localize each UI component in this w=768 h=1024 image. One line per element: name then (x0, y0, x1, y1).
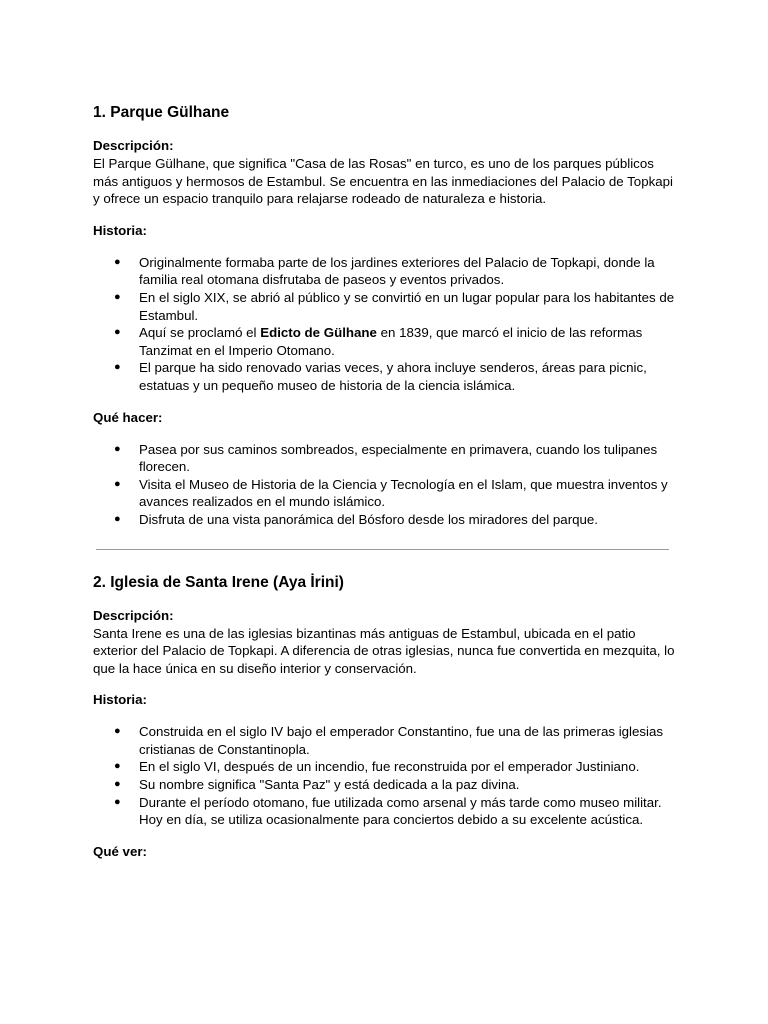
list-item: ● El parque ha sido renovado varias veces, y ahora incluye senderos, áreas para picnic, estatuas y un pequeño museo de historia de la ciencia islámica. (114, 360, 647, 393)
section-title: 1. Parque Gülhane (93, 104, 230, 121)
list-item: ● En el siglo VI, después de un incendio, fue reconstruida por el emperador Justiniano. (114, 759, 640, 775)
bullet-icon: ● (114, 477, 121, 490)
history-label: Historia: (93, 692, 147, 708)
bullet-icon: ● (114, 760, 121, 773)
description-label: Descripción: (93, 607, 174, 623)
section-title: 2. Iglesia de Santa Irene (Aya İrini) (93, 573, 344, 591)
list-item: ● Pasea por sus caminos sombreados, especialmente en primavera, cuando los tulipanes florecen. (114, 441, 658, 475)
edict-name: Edicto de Gülhane (260, 325, 377, 341)
list-item: ● Visita el Museo de Historia de la Ciencia y Tecnología en el Islam, que muestra inventos y avances realizados en el mundo islámico. (114, 476, 668, 510)
todo-label: Qué hacer: (93, 409, 163, 425)
description-text: El Parque Gülhane, que significa "Casa de las Rosas" en turco, es uno de los parques públicos más antiguos y hermosos de Estambul. Se encuentra en las inmediaciones del Palacio de Topkapi y ofrece un espacio tranquilo para relajarse rodeado de naturaleza e historia. (93, 156, 673, 207)
bullet-icon: ● (114, 326, 121, 339)
bullet-icon: ● (114, 361, 121, 374)
section-santa-irene (93, 572, 678, 861)
list-item: ● Su nombre significa "Santa Paz" y está dedicada a la paz divina. (114, 777, 520, 793)
section-parque-gulhane (93, 102, 678, 529)
section-divider (96, 549, 669, 550)
bullet-icon: ● (114, 442, 121, 455)
list-item: ● Originalmente formaba parte de los jardines exteriores del Palacio de Topkapi, donde la familia real otomana disfrutaba de paseos y eventos privados. (114, 254, 655, 288)
bullet-icon: ● (114, 795, 121, 808)
bullet-icon: ● (114, 255, 121, 268)
see-label: Qué ver: (93, 843, 147, 859)
history-list (93, 723, 678, 829)
document-page (93, 102, 678, 861)
history-list (93, 254, 678, 395)
list-item: ● Aquí se proclamó el Edicto de Gülhane en 1839, que marcó el inicio de las reformas Tanzimat en el Imperio Otomano. (114, 325, 643, 358)
todo-list (93, 441, 678, 529)
description-text: Santa Irene es una de las iglesias bizantinas más antiguas de Estambul, ubicada en el patio exterior del Palacio de Topkapi. A diferencia de otras iglesias, nunca fue convertida en mezquita, lo que la hace única en su diseño interior y conservación. (93, 625, 675, 676)
list-item: ● Construida en el siglo IV bajo el emperador Constantino, fue una de las primeras iglesias cristianas de Constantinopla. (114, 724, 664, 757)
list-item: ● Durante el período otomano, fue utilizada como arsenal y más tarde como museo militar. Hoy en día, se utiliza ocasionalmente para conciertos debido a su excelente acústica. (114, 794, 662, 828)
description-block (93, 137, 678, 208)
description-block (93, 607, 678, 678)
bullet-icon: ● (114, 778, 121, 791)
description-label: Descripción: (93, 138, 174, 153)
bullet-icon: ● (114, 512, 121, 525)
list-item: ● Disfruta de una vista panorámica del Bósforo desde los miradores del parque. (114, 511, 598, 527)
bullet-icon: ● (114, 290, 121, 303)
bullet-icon: ● (114, 725, 121, 738)
list-item: ● En el siglo XIX, se abrió al público y se convirtió en un lugar popular para los habitantes de Estambul. (114, 289, 675, 323)
history-label: Historia: (93, 222, 147, 238)
